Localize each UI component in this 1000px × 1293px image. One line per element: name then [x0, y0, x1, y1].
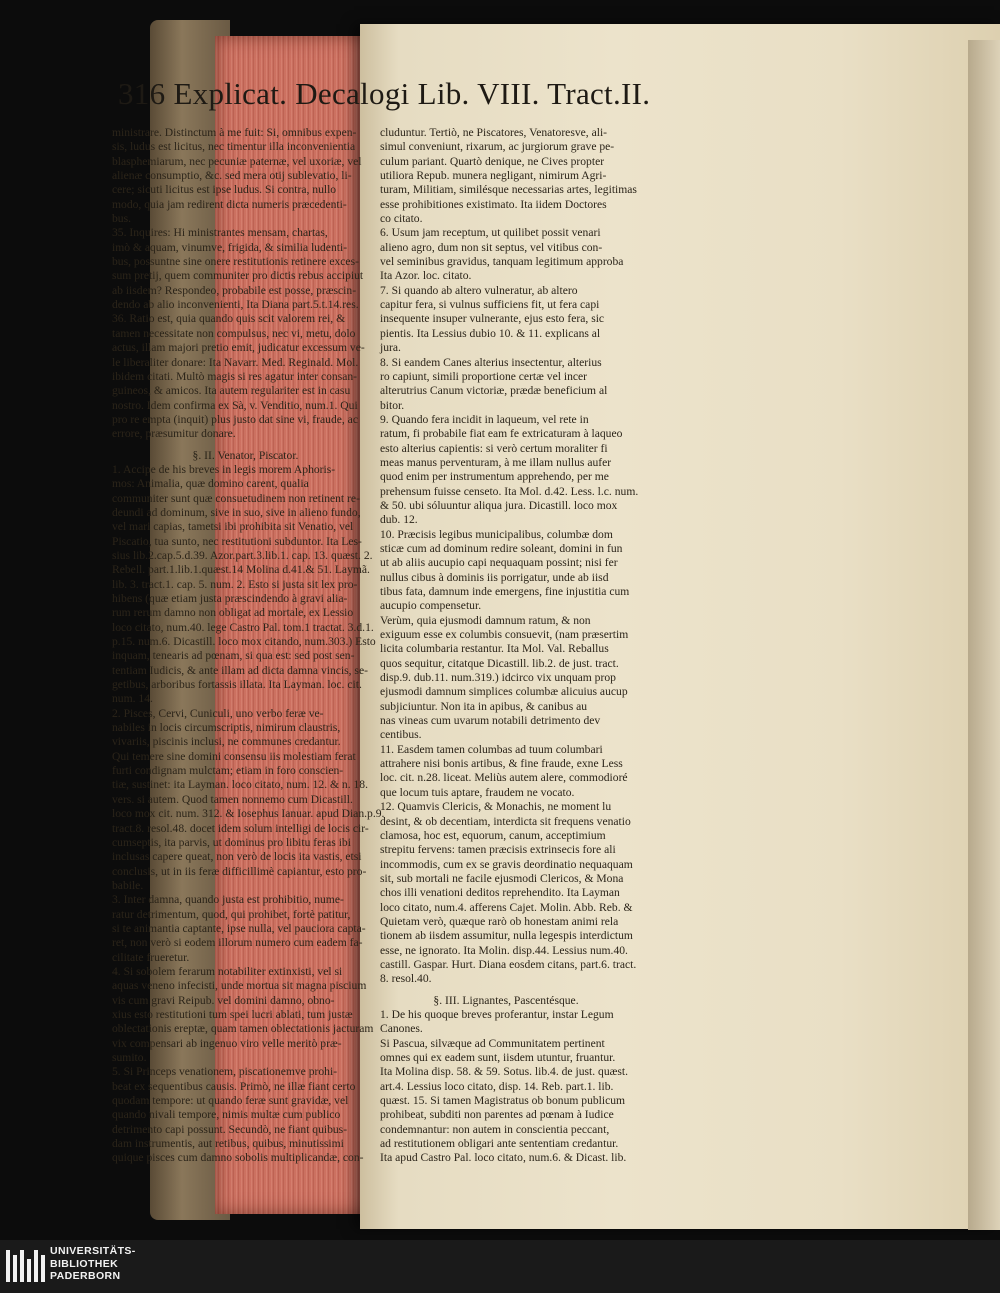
logo-line-1: UNIVERSITÄTS-	[50, 1245, 136, 1257]
text-line: sit, sub mortali ne facile ejusmodi Clericos, & Mona	[380, 871, 624, 885]
book-page	[112, 24, 1000, 1229]
text-line: ratur detrimentum, quod, qui prohibet, fortè patitur,	[112, 907, 351, 921]
text-line: 2. Pisces, Cervi, Cuniculi, uno verbo feræ ve-	[112, 706, 324, 720]
text-line: tract.8. resol.48. docet idem solum intelligi de locis cir-	[112, 821, 369, 835]
text-line: alterutrius Canum victoriæ, prædæ beneficium al	[380, 384, 608, 398]
text-line: oblectationis ereptæ, quam tamen oblectationis jacturam	[112, 1022, 374, 1036]
text-line: art.4. Lessius loco citato, disp. 14. Reb. part.1. lib.	[380, 1079, 614, 1093]
text-line: sumito.	[112, 1051, 147, 1064]
text-line: quod enim per instrumentum apprehendo, per me	[380, 470, 609, 484]
text-line: ret, non verò si eodem illorum numero cum eadem fa-	[112, 936, 363, 950]
right-text-column	[380, 126, 639, 1166]
logo-line-3: PADERBORN	[50, 1270, 121, 1282]
text-line: xius esto restitutioni tum spei lucri ablati, tum justæ	[112, 1007, 353, 1021]
text-line: mos: Animalia, quæ domino carent, qualia	[112, 477, 309, 491]
text-line: le liberaliter donare: Ita Navarr. Med. Reginald. Mol.	[112, 355, 359, 369]
text-line: ratum, fi probabile fiat eam fe extricaturam à laqueo	[380, 427, 623, 441]
text-line: 4. Si sobolem ferarum notabiliter extinxisti, vel si	[112, 964, 343, 978]
text-line: loc. cit. n.28. liceat. Meliùs autem alere, commodioré	[380, 771, 628, 785]
text-line: Piscatio, tua sunto, nec restitutioni subduntor. Ita Les-	[112, 534, 362, 548]
text-line: jura.	[380, 341, 401, 355]
text-line: alienæ consumptio, &c. sed mera otij sublevatio, li-	[112, 169, 352, 183]
text-line: Ita Azor. loc. citato.	[380, 269, 472, 283]
text-line: strepitu fervens: tamen præcisis extrinsecis fore ali	[380, 843, 616, 857]
text-line: guineos, & amicos. Ita autem regulariter est in casu	[112, 384, 351, 398]
text-line: castill. Gaspar. Hurt. Diana eosdem citans, part.6. tract.	[380, 957, 637, 971]
running-head: 316 Explicat. Decalogi Lib. VIII. Tract.II.	[118, 76, 651, 111]
text-line: 11. Easdem tamen columbas ad tuum columbari	[380, 742, 603, 756]
text-line: pientis. Ita Lessius dubio 10. & 11. explicans al	[380, 326, 601, 340]
text-line: p.15. num.6. Dicastill. loco mox citando, num.303.) Esto	[112, 635, 376, 649]
text-line: Ita apud Castro Pal. loco citato, num.6. & Dicast. lib.	[380, 1151, 627, 1165]
text-line: meas manus perventuram, à me illam nullus aufer	[380, 455, 612, 469]
text-line: subjiciuntur. Non ita in apibus, & canibus au	[380, 699, 588, 713]
text-line: ibidem citati. Multò magis si res agatur inter consan-	[112, 369, 358, 383]
text-line: loco citato, num.4. afferens Cajet. Molin. Abb. Reb. &	[380, 900, 633, 914]
text-line: sis, ludus est licitus, nec timentur illa inconvenientia	[112, 140, 356, 154]
text-line: cluduntur. Tertiò, ne Piscatores, Venatoresve, ali-	[380, 126, 608, 139]
text-line: deundi ad dominum, sive in suo, sive in alieno fundo,	[112, 505, 361, 519]
text-line: actus, illam majori pretio emit, judicatur excessum ve-	[112, 341, 365, 355]
text-line: 3. Inter damna, quando justa est prohibitio, nume-	[112, 893, 344, 907]
text-line: ab iisdem? Respondeo, probabile est posse, præscin-	[112, 283, 357, 297]
text-line: simul conveniunt, rixarum, ac jurgiorum grave pe-	[380, 140, 615, 154]
text-line: prehensum fuisse censeto. Ita Mol. d.42. Less. l.c. num.	[380, 484, 639, 498]
text-line: dendo ab alio inconvenienti, Ita Diana part.5.t.14.res.	[112, 298, 359, 312]
text-line: esto alterius capientis: si verò certum moraliter fi	[380, 441, 608, 455]
text-line: num. 14.	[112, 692, 153, 706]
text-line: furti condignam mulctam; etiam in foro conscien-	[112, 764, 344, 778]
text-line: quæst. 15. Si tamen Magistratus ob bonum publicum	[380, 1094, 626, 1108]
text-line: tentiam Iudicis, & ante illam ad dicta damna vincis, se-	[112, 663, 368, 677]
text-line: tibus fata, damnum inde emergens, fine injustitia cum	[380, 585, 630, 598]
text-line: rum rerum damno non obligat ad mortale, ex Lessio	[112, 606, 354, 620]
logo-line-2: BIBLIOTHEK	[50, 1257, 119, 1270]
text-line: dam instrumentis, aut retibus, quibus, minutissimi	[112, 1137, 344, 1151]
text-line: Rebell. part.1.lib.1.quæst.14 Molina d.41.& 51. Laymã.	[112, 563, 370, 577]
text-line: & 50. ubi sóluuntur aliqua jura. Dicastill. loco mox	[380, 498, 618, 512]
left-text-column	[112, 126, 385, 1166]
text-line: Qui temere sine domini consensu iis molestiam ferat	[112, 749, 356, 763]
text-line: nabiles in locis circumscriptis, nimirum claustris,	[112, 721, 341, 735]
text-line: quando nivali tempore, nimis multæ cum publico	[112, 1108, 341, 1122]
text-line: §. III. Lignantes, Pascentésque.	[433, 993, 579, 1007]
text-line: aquas veneno infecisti, unde mortua sit magna piscium	[112, 979, 367, 993]
text-line: cilitate frueretur.	[112, 950, 190, 964]
text-line: bus, possuntne sine onere restitutionis retinere exces-	[112, 255, 359, 269]
text-line: inclusas capere queat, non verò de locis ita vastis, etsi	[112, 850, 362, 864]
text-line: centibus.	[380, 728, 422, 742]
text-line: inquam, tenearis ad pœnam, si qua est: sed post sen-	[112, 649, 355, 663]
text-line: 12. Quamvis Clericis, & Monachis, ne moment lu	[380, 800, 612, 814]
text-line: sum pretij, quem communiter pro dictis rebus accipiut	[112, 269, 364, 283]
text-line: 36. Ratio est, quia quando quis scit valorem rei, &	[112, 312, 346, 326]
text-line: dub. 12.	[380, 513, 418, 527]
text-line: nas vineas cum uvarum notabili detrimento dev	[380, 714, 601, 728]
text-line: ut ab aliis aucupio capi nequaquam possint; nisi fer	[380, 556, 618, 570]
text-line: modo, quia jam redirent dicta numeris præcedenti-	[112, 197, 347, 211]
text-line: tionem ab iisdem assumitur, nulla legespis interdictum	[380, 929, 633, 943]
text-line: Canones.	[380, 1022, 423, 1036]
text-line: Quietam verò, quæque rarò ob honestam animi rela	[380, 914, 619, 928]
text-line: vel mari capias, tametsi ibi prohibita sit Venatio, vel	[112, 520, 354, 534]
text-line: condemnantur: non autem in conscientia peccant,	[380, 1122, 610, 1136]
library-logo-icon	[6, 1246, 48, 1286]
text-line: blasphemiarum, nec pecuniæ paternæ, vel uxoriæ, vel	[112, 154, 362, 168]
footer-bar	[0, 1240, 1000, 1293]
text-line: nullus cibus à dominis iis porrigatur, unde ab iisd	[380, 570, 609, 584]
text-line: loco citato, num.40. lege Castro Pal. tom.1 tractat. 3.d.1.	[112, 620, 374, 634]
text-line: capitur fera, si vulnus sufficiens fit, ut fera capi	[380, 298, 600, 312]
text-line: 5. Si Princeps venationem, piscationemve prohi-	[112, 1065, 338, 1079]
text-line: beat ex sequentibus causis. Primò, ne illæ fiant certo	[112, 1079, 356, 1093]
text-line: co citato.	[380, 212, 423, 226]
text-line: §. II. Venator, Piscator.	[192, 448, 299, 462]
library-logo-text	[50, 1245, 136, 1283]
text-line: hibens (quæ etiam justa præscindendo à gravi alia-	[112, 592, 348, 605]
text-line: vis cum gravi Reipub. vel domini damno, obno-	[112, 993, 335, 1007]
text-line: vers. si autem. Quod tamen nonnemo cum Dicastill.	[112, 792, 353, 806]
text-line: quos sequitur, citatque Dicastill. lib.2. de just. tract.	[380, 656, 619, 670]
text-line: vivariis, piscinis inclusi, ne communes credantur.	[112, 735, 341, 749]
text-line: 1. De his quoque breves proferantur, instar Legum	[380, 1007, 614, 1021]
text-line: Verùm, quia ejusmodi damnum ratum, & non	[380, 613, 591, 627]
text-line: 1. Accipe de his breves in legis morem Aphoris-	[112, 462, 336, 476]
text-line: pro re empta (inquit) plus justo dat sine vi, fraude, ac	[112, 412, 358, 426]
text-line: getibus, arboribus fortassis illata. Ita Layman. loc. cit.	[112, 678, 362, 692]
text-line: communiter sunt quæ consuetudinem non retinent re-	[112, 491, 360, 505]
text-line: bus.	[112, 212, 132, 226]
text-line: attrahere nisi bonis artibus, & fine fraude, exne Less	[380, 757, 623, 771]
text-line: culum pariant. Quartò denique, ne Cives propter	[380, 154, 605, 168]
text-line: insequente insuper vulnerante, ejus esto fera, sic	[380, 312, 605, 326]
text-line: Si Pascua, silvæque ad Communitatem pertinent	[380, 1036, 605, 1050]
text-line: sticæ cum ad dominum redire soleant, domini in fun	[380, 541, 623, 555]
text-line: ro capiunt, simili proportione certæ vel incer	[380, 369, 588, 383]
text-line: vel seminibus gravidus, tanquam legitimum approba	[380, 255, 624, 269]
text-line: 8. resol.40.	[380, 972, 432, 986]
text-line: babile.	[112, 878, 144, 892]
text-line: quique pisces cum damno sobolis multiplicandæ, con-	[112, 1151, 364, 1165]
text-line: nostro. Idem confirma ex Sà, v. Venditio, num.1. Qui	[112, 398, 358, 412]
text-line: prohibeat, subditi non parentes ad pœnam à Iudice	[380, 1108, 614, 1122]
text-line: imò & aquam, vinumve, frigida, & similia ludenti-	[112, 240, 348, 254]
text-line: detrimento capi possunt. Secundò, ne fiant quibus-	[112, 1122, 348, 1136]
text-line: cumseptis, ita parvis, ut dominus pro libitu feras ibi	[112, 835, 351, 849]
text-line: omnes qui ex eadem sunt, iisdem utuntur, fruantur.	[380, 1051, 616, 1064]
text-line: esse prohibitiones existimato. Ita iidem Doctores	[380, 197, 607, 211]
text-line: turam, Militiam, similésque necessarias artes, legitimas	[380, 183, 637, 197]
text-line: ejusmodi damnum simplices columbæ alicuius aucup	[380, 685, 628, 699]
text-line: conclusis, ut in iis feræ difficillimè capiantur, esto pro-	[112, 864, 367, 878]
text-line: bitor.	[380, 398, 405, 412]
text-line: desint, & ob decentiam, interdicta sit frequens venatio	[380, 814, 631, 828]
text-line: lib. 3. tract.1. cap. 5. num. 2. Esto si justa sit lex pro-	[112, 577, 358, 591]
text-line: disp.9. dub.11. num.319.) idcirco vix unquam prop	[380, 671, 616, 685]
text-line: ministrare. Distinctum à me fuit: Si, omnibus expen-	[112, 126, 357, 139]
text-line: tiæ, sustinet: ita Layman. loco citato, num. 12. & n. 18.	[112, 778, 368, 792]
text-line: sius lib.2.cap.5.d.39. Azor.part.3.lib.1. cap. 13. quæst. 2.	[112, 548, 373, 562]
text-line: 10. Præcisis legibus municipalibus, columbæ dom	[380, 527, 613, 541]
text-line: Ita Molina disp. 58. & 59. Sotus. lib.4. de just. quæst.	[380, 1065, 628, 1079]
text-line: vix compensari ab ingenuo viro velle meritò præ-	[112, 1036, 342, 1050]
text-line: quodam tempore: ut quando feræ sunt gravidæ, vel	[112, 1094, 349, 1108]
text-line: loco mox cit. num. 312. & Iosephus Ianuar. apud Dian.p.9.	[112, 807, 385, 821]
text-line: chos illi venationi deditos reprehendito. Ita Layman	[380, 886, 620, 900]
text-line: errore, præsumitur donare.	[112, 427, 236, 441]
text-line: exiguum esse ex columbis consuevit, (nam præsertim	[380, 628, 629, 642]
text-line: aucupio compensetur.	[380, 599, 482, 613]
text-line: 6. Usum jam receptum, ut quilibet possit venari	[380, 226, 601, 240]
text-line: ad restitutionem obligari ante sententiam credantur.	[380, 1137, 619, 1151]
text-line: 35. Inquires: Hi ministrantes mensam, chartas,	[112, 226, 328, 240]
text-line: que locum tuis aptare, fraudem ne vocato.	[380, 785, 575, 799]
text-line: 7. Si quando ab altero vulneratur, ab altero	[380, 283, 578, 297]
text-line: 9. Quando fera incidit in laqueum, vel rete in	[380, 412, 589, 426]
text-line: incommodis, cum ex se gravis deordinatio nequaquam	[380, 857, 633, 871]
text-line: licita columbaria restantur. Ita Mol. Val. Reballus	[380, 642, 609, 656]
text-line: esse, ne ignorato. Ita Molin. disp.44. Lessius num.40.	[380, 943, 628, 957]
text-line: alieno agro, dum non sit septus, vel vitibus con-	[380, 240, 603, 254]
text-line: tamen necessitate non compulsus, nec vi, metu, dolo	[112, 326, 356, 340]
text-line: cere; sicuti licitus est ipse ludus. Si contra, nullo	[112, 183, 337, 197]
text-line: 8. Si eandem Canes alterius insectentur, alterius	[380, 355, 602, 369]
text-line: si te animantia captante, ipse nulla, vel pauciora capta-	[112, 921, 366, 935]
facing-page-edge	[968, 40, 1000, 1230]
text-line: clamosa, hoc est, equorum, canum, acceptimium	[380, 828, 606, 842]
text-line: utiliora Repub. munera negligant, nimirum Agri-	[380, 169, 607, 183]
